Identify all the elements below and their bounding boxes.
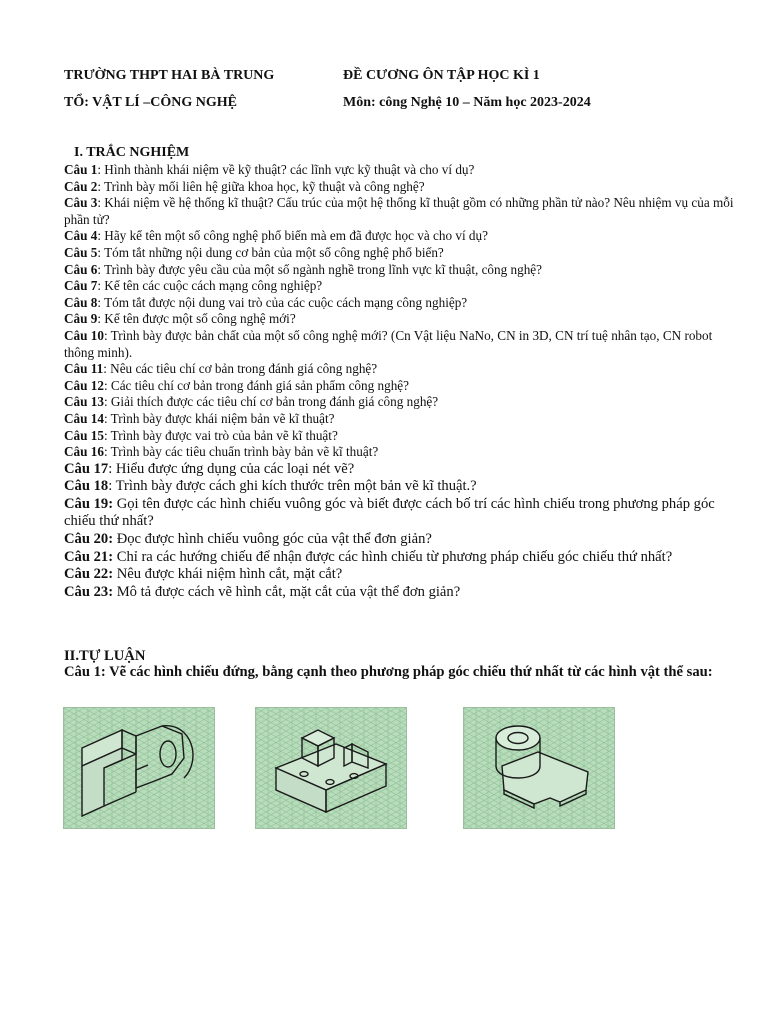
question-text: : Giải thích được các tiêu chí cơ bản trong đánh giá công nghệ? [103,394,439,410]
question-text: : Tóm tắt những nội dung cơ bản của một số công nghệ phổ biến? [97,244,444,260]
question-text: Nêu được khái niệm hình cắt, mặt cắt? [113,566,343,583]
question-item [64,278,734,295]
question-label: Câu 2 [64,178,98,194]
isometric-object-3 [463,707,615,829]
question-text: : Trình bày được yêu cầu của một số ngành nghề trong lĩnh vực kĩ thuật, công nghệ? [97,261,542,277]
question-item [64,378,734,395]
question-item [64,162,734,179]
question-label: Câu 20: [64,531,114,548]
question-item [64,461,734,479]
isometric-object-1 [63,707,215,829]
question-label: Câu 16 [64,444,104,460]
question-item [64,584,734,602]
question-label: Câu 19: [64,495,114,512]
question-text: : Hãy kể tên một số công nghệ phổ biến mà em đã được học và cho ví dụ? [97,228,488,244]
question-text: : Trình bày được khái niệm bản vẽ kĩ thuật? [103,410,335,426]
essay-task-1: Câu 1: Vẽ các hình chiếu đứng, bằng cạnh theo phương pháp góc chiếu thứ nhất từ các hình vật thể sau: [64,664,713,680]
question-label: Câu 9 [64,311,98,327]
question-list [64,162,734,601]
question-label: Câu 5 [64,244,98,260]
question-label: Câu 11 [64,361,104,377]
question-item [64,195,734,228]
document-title: ĐỀ CƯƠNG ÔN TẬP HỌC KÌ 1 [343,68,540,83]
question-text: : Trình bày mối liên hệ giữa khoa học, kỹ thuật và công nghệ? [97,178,425,194]
question-text: : Trình bày được bản chất của một số công nghệ mới? (Cn Vật liệu NaNo, CN in 3D, CN trí tuệ nhân tạo, CN robot thông minh). [64,327,713,360]
question-item [64,361,734,378]
question-text: Chỉ ra các hướng chiếu để nhận được các hình chiếu từ phương pháp chiếu góc chiếu thứ nhất? [113,548,673,565]
question-item [64,228,734,245]
question-label: Câu 3 [64,195,98,211]
question-label: Câu 23: [64,583,114,600]
question-label: Câu 6 [64,261,98,277]
question-label: Câu 1 [64,162,98,177]
question-item [64,444,734,461]
question-text: : Kể tên các cuộc cách mạng công nghiệp? [97,278,323,294]
question-text: : Kể tên được một số công nghệ mới? [97,311,296,327]
question-item [64,478,734,496]
question-label: Câu 14 [64,410,104,426]
question-item [64,245,734,262]
question-item [64,531,734,549]
question-item [64,428,734,445]
section-heading-essay: II.TỰ LUẬN [64,648,146,664]
section-heading-multiple-choice: I. TRẮC NGHIỆM [74,145,190,160]
question-text: : Hình thành khái niệm về kỹ thuật? các lĩnh vực kỹ thuật và cho ví dụ? [97,162,475,177]
question-label: Câu 10 [64,327,104,343]
question-item [64,179,734,196]
question-text: : Hiểu được ứng dụng của các loại nét vẽ? [108,460,355,477]
question-item [64,496,734,531]
question-item [64,411,734,428]
question-text: : Các tiêu chí cơ bản trong đánh giá sản phẩm công nghệ? [103,377,410,393]
question-item [64,262,734,279]
question-text: : Trình bày được cách ghi kích thước trên một bản vẽ kĩ thuật.? [108,478,477,495]
question-text: : Trình bày được vai trò của bản vẽ kĩ thuật? [103,427,338,443]
isometric-object-2 [255,707,407,829]
question-label: Câu 21: [64,548,114,565]
question-text: Gọi tên được các hình chiếu vuông góc và biết được cách bố trí các hình chiếu trong phương pháp góc chiếu thứ nhất? [64,495,715,530]
question-label: Câu 17 [64,460,109,477]
question-item [64,549,734,567]
subject-line: Môn: công Nghệ 10 – Năm học 2023-2024 [343,95,591,110]
question-item [64,295,734,312]
question-text: : Trình bày các tiêu chuẩn trình bày bản vẽ kĩ thuật? [103,444,379,460]
question-label: Câu 22: [64,566,114,583]
question-text: : Tóm tắt được nội dung vai trò của các cuộc cách mạng công nghiệp? [97,294,468,310]
question-label: Câu 12 [64,377,104,393]
department-name: TỔ: VẬT LÍ –CÔNG NGHỆ [64,95,237,110]
question-label: Câu 7 [64,278,98,294]
question-item [64,311,734,328]
school-name: TRƯỜNG THPT HAI BÀ TRUNG [64,68,275,83]
question-label: Câu 4 [64,228,98,244]
question-text: Đọc được hình chiếu vuông góc của vật thể đơn giản? [113,531,432,548]
question-label: Câu 15 [64,427,104,443]
question-label: Câu 13 [64,394,104,410]
question-item [64,566,734,584]
object-2-drawing [276,730,386,812]
question-label: Câu 8 [64,294,98,310]
question-text: : Khái niệm về hệ thống kĩ thuật? Cấu trúc của một hệ thống kĩ thuật gồm có những phần tử nào? Nêu nhiệm vụ của mỗi phần tử? [64,195,734,227]
question-text: : Nêu các tiêu chí cơ bản trong đánh giá công nghệ? [103,361,378,377]
question-item [64,394,734,411]
question-text: Mô tả được cách vẽ hình cắt, mặt cắt của vật thể đơn giản? [113,583,461,600]
question-label: Câu 18 [64,478,109,495]
question-item [64,328,734,361]
